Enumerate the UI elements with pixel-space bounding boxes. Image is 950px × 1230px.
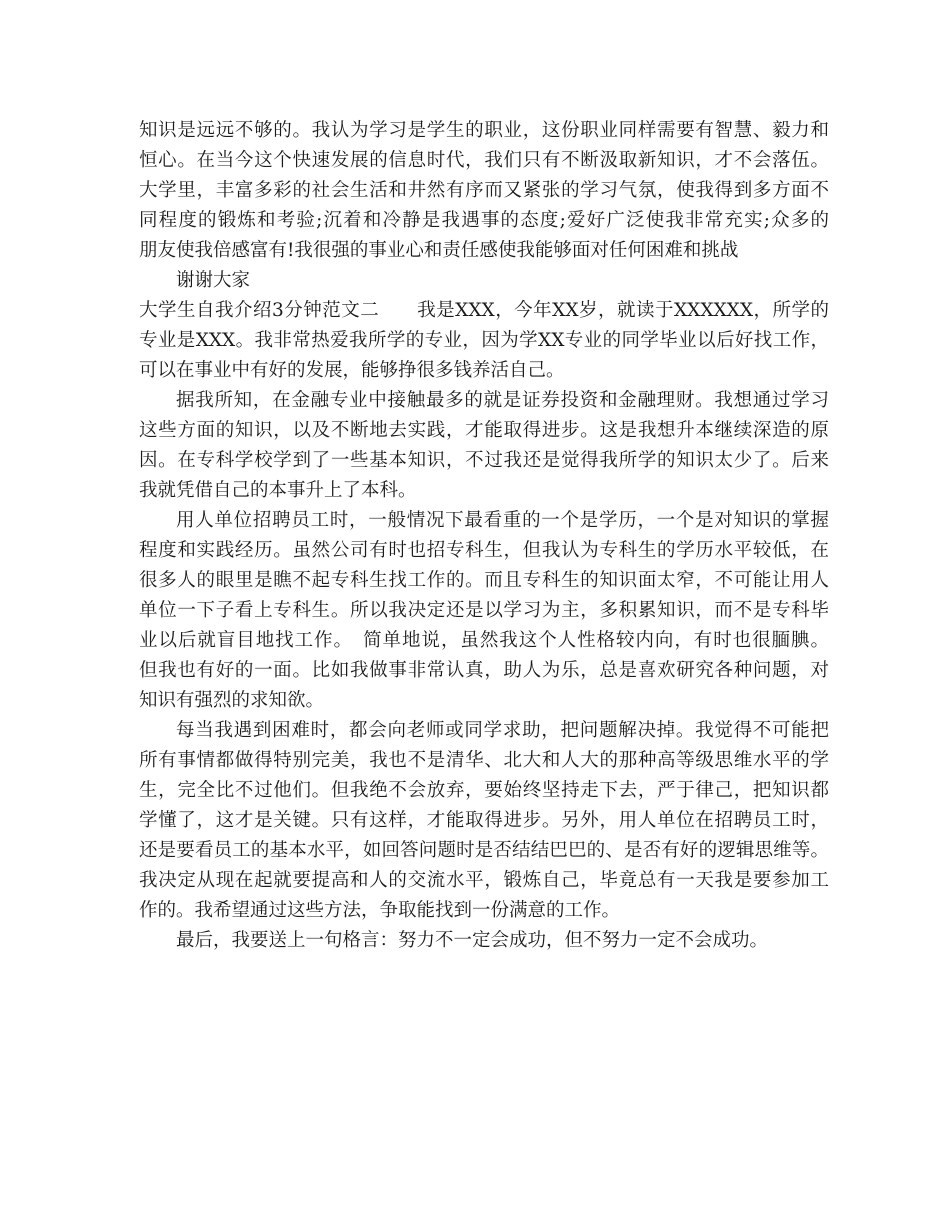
document-body <box>139 116 829 956</box>
text-line: 我决定从现在起就要提高和人的交流水平，锻炼自己，毕竟总有一天我是要参加工 <box>139 870 829 891</box>
text-line: 大学里，丰富多彩的社会生活和井然有序而又紧张的学习气氛，使我得到多方面不 <box>139 180 829 201</box>
text-line: 最后，我要送上一句格言：努力不一定会成功，但不努力一定不会成功。 <box>176 930 769 951</box>
text-line: 朋友使我倍感富有!我很强的事业心和责任感使我能够面对任何困难和挑战 <box>139 240 739 261</box>
text-line: 用人单位招聘员工时，一般情况下最看重的一个是学历，一个是对知识的掌握 <box>176 510 829 531</box>
text-line: 业以后就盲目地找工作。 简单地说，虽然我这个人性格较内向，有时也很腼腆。 <box>139 630 829 651</box>
text-line: 知识有强烈的求知欲。 <box>139 690 325 711</box>
paragraph <box>139 266 829 296</box>
paragraph <box>139 716 829 926</box>
text-line: 我就凭借自己的本事升上了本科。 <box>139 480 417 501</box>
text-line: 但我也有好的一面。比如我做事非常认真，助人为乐，总是喜欢研究各种问题，对 <box>139 660 829 681</box>
paragraph <box>139 926 829 956</box>
text-line: 作的。我希望通过这些方法，争取能找到一份满意的工作。 <box>139 900 621 921</box>
text-line: 学懂了，这才是关键。只有这样，才能取得进步。另外，用人单位在招聘员工时， <box>139 810 829 831</box>
text-line: 还是要看员工的基本水平，如回答问题时是否结结巴巴的、是否有好的逻辑思维等。 <box>139 840 829 861</box>
text-line: 专业是XXX。我非常热爱我所学的专业，因为学XX专业的同学毕业以后好找工作， <box>139 330 829 351</box>
text-line: 很多人的眼里是瞧不起专科生找工作的。而且专科生的知识面太窄，不可能让用人 <box>139 570 829 591</box>
text-line: 生，完全比不过他们。但我绝不会放弃，要始终坚持走下去，严于律己，把知识都 <box>139 780 829 801</box>
text-line: 知识是远远不够的。我认为学习是学生的职业，这份职业同样需要有智慧、毅力和 <box>139 120 829 141</box>
paragraph <box>139 296 829 386</box>
text-line: 恒心。在当今这个快速发展的信息时代，我们只有不断汲取新知识，才不会落伍。 <box>139 150 829 171</box>
text-line: 据我所知，在金融专业中接触最多的就是证券投资和金融理财。我想通过学习 <box>176 390 829 411</box>
text-line: 谢谢大家 <box>176 270 251 291</box>
text-line: 所有事情都做得特别完美，我也不是清华、北大和人大的那种高等级思维水平的学 <box>139 750 829 771</box>
text-line: 可以在事业中有好的发展，能够挣很多钱养活自己。 <box>139 360 565 381</box>
paragraph <box>139 116 829 266</box>
text-line: 每当我遇到困难时，都会向老师或同学求助，把问题解决掉。我觉得不可能把 <box>176 720 829 741</box>
text-line: 程度和实践经历。虽然公司有时也招专科生，但我认为专科生的学历水平较低，在 <box>139 540 829 561</box>
text-line: 单位一下子看上专科生。所以我决定还是以学习为主，多积累知识，而不是专科毕 <box>139 600 829 621</box>
text-line: 因。在专科学校学到了一些基本知识，不过我还是觉得我所学的知识太少了。后来 <box>139 450 829 471</box>
paragraph <box>139 506 829 716</box>
text-line: 同程度的锻炼和考验;沉着和冷静是我遇事的态度;爱好广泛使我非常充实;众多的 <box>139 210 829 231</box>
text-line: 这些方面的知识，以及不断地去实践，才能取得进步。这是我想升本继续深造的原 <box>139 420 829 441</box>
text-line: 大学生自我介绍3分钟范文二 我是XXX，今年XX岁，就读于XXXXXX，所学的 <box>139 300 829 321</box>
paragraph <box>139 386 829 506</box>
